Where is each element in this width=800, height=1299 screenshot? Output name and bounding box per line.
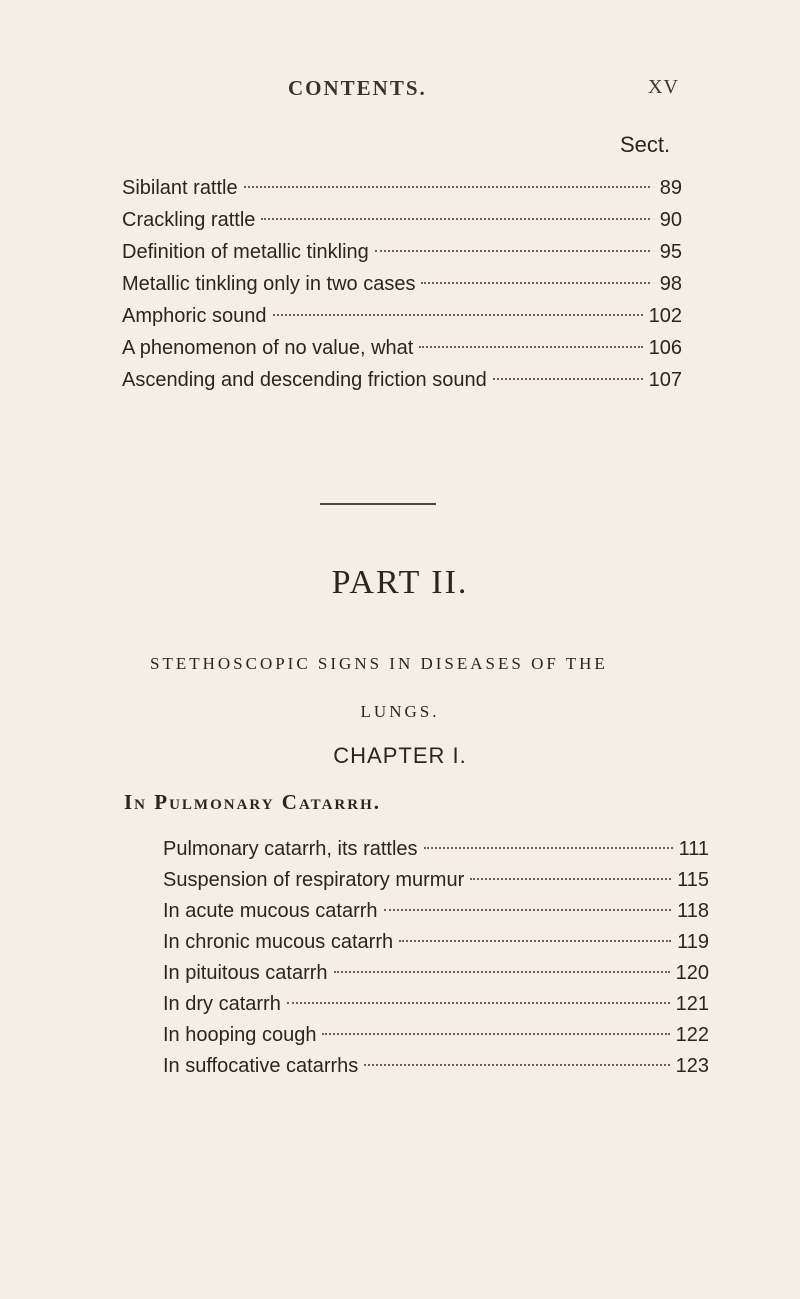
toc-entry: [122, 300, 682, 332]
toc-entry-sect: 98: [659, 273, 682, 295]
toc-entry-sect: 121: [675, 993, 709, 1015]
running-head: CONTENTS.: [288, 76, 427, 100]
toc-entry-sect: 95: [659, 241, 682, 263]
dot-leader: [244, 186, 650, 188]
section-divider: [320, 503, 436, 505]
toc-entry: [122, 364, 682, 396]
part-subtitle-line2: LUNGS.: [360, 702, 440, 721]
toc-entry: [163, 989, 709, 1020]
toc-entry-title: In chronic mucous catarrh: [163, 931, 394, 953]
toc-entry: [163, 834, 709, 865]
toc-entry-title: Ascending and descending friction sound: [122, 369, 487, 391]
toc-entry-title: In acute mucous catarrh: [163, 900, 378, 922]
page-number: XV: [648, 76, 679, 98]
toc-entry-title: In suffocative catarrhs: [163, 1055, 359, 1077]
toc-entry: [163, 1020, 709, 1051]
toc-entry-title: Definition of metallic tinkling: [122, 241, 369, 263]
dot-leader: [470, 878, 671, 880]
dot-leader: [273, 314, 643, 316]
dot-leader: [493, 378, 643, 380]
dot-leader: [334, 971, 670, 973]
toc-entry-sect: 90: [659, 209, 682, 231]
toc-entry: [122, 172, 682, 204]
dot-leader: [287, 1002, 670, 1004]
dot-leader: [322, 1033, 669, 1035]
toc-entry: [163, 958, 709, 989]
toc-entry: [163, 927, 709, 958]
toc-entry-title: Suspension of respiratory murmur: [163, 869, 465, 891]
toc-list-part1: [122, 172, 682, 396]
toc-entry-sect: 120: [675, 962, 709, 984]
dot-leader: [421, 282, 650, 284]
toc-entry-sect: 102: [648, 305, 682, 327]
toc-entry-title: In dry catarrh: [163, 993, 281, 1015]
toc-entry: [122, 332, 682, 364]
toc-entry-sect: 115: [677, 869, 709, 891]
toc-entry: [163, 865, 709, 896]
dot-leader: [261, 218, 650, 220]
dot-leader: [384, 909, 672, 911]
dot-leader: [375, 250, 650, 252]
toc-entry-title: Sibilant rattle: [122, 177, 238, 199]
dot-leader: [364, 1064, 669, 1066]
sect-column-label: Sect.: [620, 132, 671, 157]
toc-entry-sect: 111: [678, 838, 709, 860]
dot-leader: [399, 940, 671, 942]
toc-entry-title: Amphoric sound: [122, 305, 267, 327]
toc-entry: [122, 236, 682, 268]
toc-entry-title: In hooping cough: [163, 1024, 317, 1046]
toc-entry-sect: 107: [648, 369, 682, 391]
toc-entry-sect: 119: [677, 931, 709, 953]
toc-entry-title: Metallic tinkling only in two cases: [122, 273, 416, 295]
part-subtitle-line1: STETHOSCOPIC SIGNS IN DISEASES OF THE: [150, 654, 608, 673]
section-heading: In Pulmonary Catarrh.: [124, 790, 381, 814]
chapter-title: CHAPTER I.: [333, 743, 467, 768]
toc-entry-sect: 122: [675, 1024, 709, 1046]
page-header: [0, 76, 800, 106]
toc-list-chapter1: [163, 834, 709, 1082]
toc-entry-title: Pulmonary catarrh, its rattles: [163, 838, 418, 860]
toc-entry: [163, 896, 709, 927]
dot-leader: [419, 346, 642, 348]
toc-entry-sect: 106: [648, 337, 682, 359]
toc-entry: [122, 268, 682, 300]
toc-entry: [122, 204, 682, 236]
dot-leader: [424, 847, 673, 849]
toc-entry-title: In pituitous catarrh: [163, 962, 328, 984]
toc-entry-sect: 123: [675, 1055, 709, 1077]
toc-entry-sect: 89: [659, 177, 682, 199]
part-title: PART II.: [331, 564, 469, 601]
toc-entry-title: Crackling rattle: [122, 209, 256, 231]
toc-entry-sect: 118: [677, 900, 709, 922]
toc-entry-title: A phenomenon of no value, what: [122, 337, 414, 359]
toc-entry: [163, 1051, 709, 1082]
